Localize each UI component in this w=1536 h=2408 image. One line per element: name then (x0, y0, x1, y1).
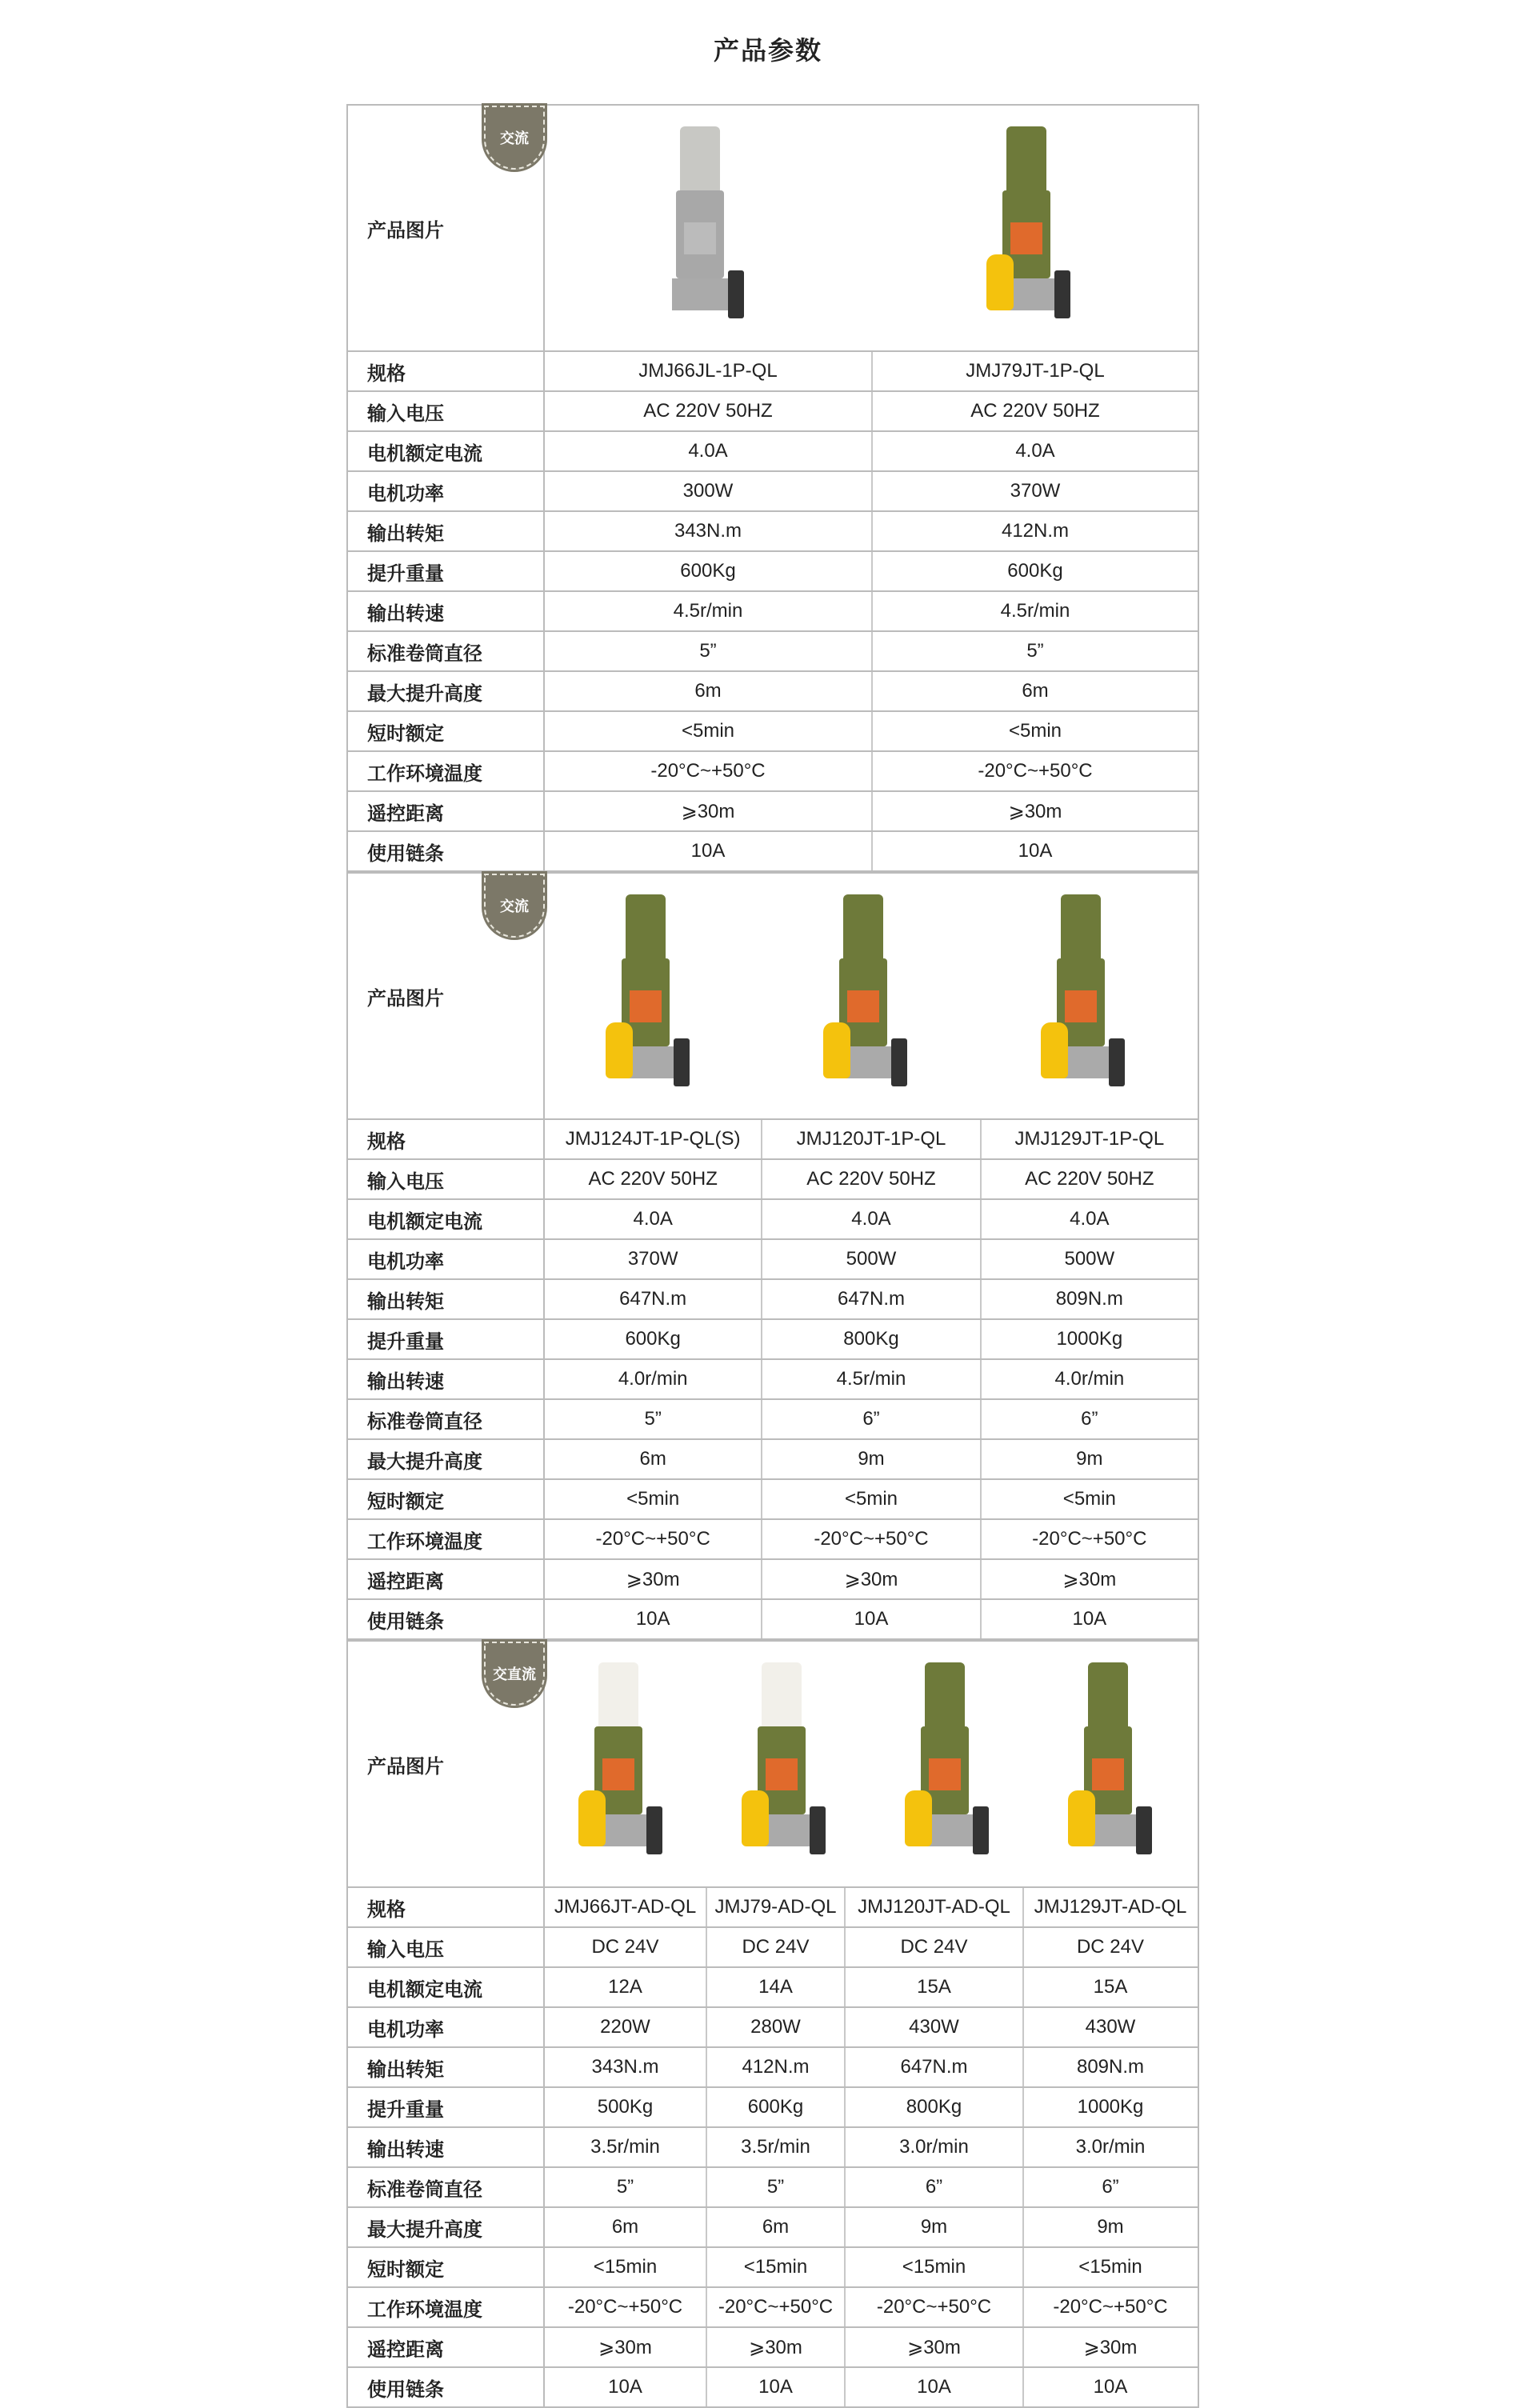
table-row (348, 2208, 1198, 2248)
product-image (660, 126, 756, 326)
table-cell: 430W (1085, 2016, 1136, 2038)
table-cell: <15min (1078, 2256, 1142, 2278)
table-row (348, 1160, 1198, 1200)
row-label: 短时额定 (348, 1480, 545, 1518)
product-image (578, 1662, 674, 1862)
row-label: 输入电压 (348, 1928, 545, 1966)
table-cell: 1000Kg (1056, 1328, 1123, 1350)
table-row (348, 1240, 1198, 1280)
table-cell: 6” (846, 2168, 1024, 2206)
table-cell: ⩾30m (1083, 2336, 1138, 2358)
table-row (348, 1400, 1198, 1440)
table-cell: JMJ79-AD-QL (707, 1888, 846, 1926)
table-cell: <15min (707, 2248, 846, 2286)
image-row (348, 1642, 1198, 1888)
table-row (348, 632, 1198, 672)
table-cell: 5” (545, 1400, 762, 1438)
table-cell: 647N.m (846, 2048, 1024, 2086)
table-cell: 5” (707, 2168, 846, 2206)
table-cell: 14A (707, 1968, 846, 2006)
table-row (348, 2128, 1198, 2168)
table-cell: JMJ129JT-AD-QL (1034, 1896, 1187, 1918)
row-label: 电机功率 (348, 1240, 545, 1278)
table-cell: 3.5r/min (545, 2128, 707, 2166)
table-cell: 343N.m (545, 2048, 707, 2086)
table-cell: JMJ120JT-1P-QL (762, 1120, 981, 1158)
table-cell: 5” (545, 632, 873, 670)
table-cell: 4.5r/min (762, 1360, 981, 1398)
table-row (348, 552, 1198, 592)
table-cell: 500W (1064, 1248, 1115, 1270)
table-cell: DC 24V (846, 1928, 1024, 1966)
row-label: 产品图片 (348, 1642, 545, 1886)
table-cell: -20°C~+50°C (978, 760, 1093, 782)
table-cell: -20°C~+50°C (545, 1520, 762, 1558)
table-cell: 4.0A (545, 432, 873, 470)
table-cell: ⩾30m (707, 2328, 846, 2366)
table-cell: 343N.m (545, 512, 873, 550)
table-cell: JMJ129JT-1P-QL (1014, 1128, 1165, 1150)
image-row (348, 106, 1198, 352)
table-cell: 6” (762, 1400, 981, 1438)
table-cell: 500Kg (545, 2088, 707, 2126)
table-row (348, 1600, 1198, 1640)
table-cell: 3.0r/min (1075, 2136, 1146, 2158)
table-cell: ⩾30m (1062, 1568, 1117, 1590)
table-row (348, 1968, 1198, 2008)
table-cell: 412N.m (1001, 520, 1070, 542)
table-cell: 600Kg (545, 1320, 762, 1358)
table-cell: AC 220V 50HZ (1025, 1168, 1154, 1190)
row-label: 工作环境温度 (348, 2288, 545, 2326)
table-cell: 430W (846, 2008, 1024, 2046)
table-cell: AC 220V 50HZ (762, 1160, 981, 1198)
table-cell: 10A (1018, 840, 1053, 862)
table-cell: 10A (846, 2368, 1024, 2406)
table-cell: -20°C~+50°C (846, 2288, 1024, 2326)
table-cell: 412N.m (707, 2048, 846, 2086)
row-label: 电机额定电流 (348, 1200, 545, 1238)
product-image (1041, 894, 1137, 1094)
row-label: 标准卷筒直径 (348, 2168, 545, 2206)
table-cell: DC 24V (1076, 1936, 1145, 1958)
table-cell: 10A (1072, 1608, 1107, 1630)
row-label: 规格 (348, 1888, 545, 1926)
table-row (348, 392, 1198, 432)
product-image (905, 1662, 1001, 1862)
table-cell: 10A (707, 2368, 846, 2406)
table-cell: 9m (1076, 1448, 1103, 1470)
table-cell: AC 220V 50HZ (545, 392, 873, 430)
row-label: 产品图片 (348, 106, 545, 350)
table-cell: 220W (545, 2008, 707, 2046)
table-cell: 600Kg (545, 552, 873, 590)
table-cell: 4.0r/min (545, 1360, 762, 1398)
table-row (348, 2088, 1198, 2128)
table-cell: 9m (762, 1440, 981, 1478)
spec-table (346, 1640, 1199, 2408)
table-cell: 4.0A (1015, 440, 1055, 462)
table-cell: JMJ66JL-1P-QL (545, 352, 873, 390)
table-cell: 280W (707, 2008, 846, 2046)
table-row (348, 672, 1198, 712)
row-label: 遥控距离 (348, 792, 545, 830)
row-label: 输出转速 (348, 592, 545, 630)
row-label: 产品图片 (348, 874, 545, 1118)
table-cell: 4.5r/min (1000, 600, 1070, 622)
row-label: 遥控距离 (348, 1560, 545, 1598)
table-cell: ⩾30m (545, 1560, 762, 1598)
table-row (348, 1280, 1198, 1320)
type-badge: 交流 (484, 106, 545, 170)
row-label: 输入电压 (348, 1160, 545, 1198)
table-cell: 6” (1081, 1408, 1098, 1430)
table-cell: DC 24V (545, 1928, 707, 1966)
table-row (348, 1928, 1198, 1968)
table-cell: <5min (1008, 720, 1062, 742)
row-label: 短时额定 (348, 2248, 545, 2286)
row-label: 输出转速 (348, 2128, 545, 2166)
table-row (348, 1120, 1198, 1160)
row-label: 电机功率 (348, 472, 545, 510)
table-cell: 809N.m (1055, 1288, 1123, 1310)
table-row (348, 352, 1198, 392)
table-cell: 370W (545, 1240, 762, 1278)
row-label: 电机额定电流 (348, 1968, 545, 2006)
table-cell: -20°C~+50°C (545, 2288, 707, 2326)
table-cell: JMJ124JT-1P-QL(S) (545, 1120, 762, 1158)
image-row (348, 874, 1198, 1120)
table-row (348, 2008, 1198, 2048)
row-label: 最大提升高度 (348, 1440, 545, 1478)
type-badge: 交流 (484, 874, 545, 938)
table-cell: 1000Kg (1077, 2096, 1144, 2118)
table-cell: 800Kg (846, 2088, 1024, 2126)
table-cell: ⩾30m (545, 2328, 707, 2366)
row-label: 使用链条 (348, 1600, 545, 1638)
row-label: 工作环境温度 (348, 752, 545, 790)
table-row (348, 1360, 1198, 1400)
row-label: 规格 (348, 1120, 545, 1158)
table-row (348, 2048, 1198, 2088)
row-label: 输出转速 (348, 1360, 545, 1398)
spec-table (346, 872, 1199, 1640)
table-cell: 370W (1010, 480, 1061, 502)
table-row (348, 1480, 1198, 1520)
table-cell: -20°C~+50°C (1032, 1528, 1147, 1550)
table-cell: 10A (545, 1600, 762, 1638)
table-cell: 12A (545, 1968, 707, 2006)
table-cell: 647N.m (762, 1280, 981, 1318)
table-cell: DC 24V (707, 1928, 846, 1966)
type-badge: 交直流 (484, 1642, 545, 1706)
product-image (742, 1662, 838, 1862)
table-cell: 800Kg (762, 1320, 981, 1358)
row-label: 使用链条 (348, 832, 545, 870)
table-cell: 3.5r/min (707, 2128, 846, 2166)
row-label: 输入电压 (348, 392, 545, 430)
table-cell: 6m (545, 672, 873, 710)
table-cell: 4.0A (545, 1200, 762, 1238)
table-cell: JMJ66JT-AD-QL (545, 1888, 707, 1926)
table-row (348, 712, 1198, 752)
table-cell: <5min (762, 1480, 981, 1518)
product-image (986, 126, 1082, 326)
table-row (348, 2248, 1198, 2288)
table-cell: <5min (1062, 1488, 1116, 1510)
table-cell: 6m (545, 1440, 762, 1478)
table-cell: ⩾30m (1008, 800, 1062, 822)
table-cell: 4.5r/min (545, 592, 873, 630)
row-label: 电机功率 (348, 2008, 545, 2046)
table-row (348, 432, 1198, 472)
row-label: 最大提升高度 (348, 672, 545, 710)
table-cell: 6m (707, 2208, 846, 2246)
table-cell: 600Kg (1007, 560, 1063, 582)
table-row (348, 752, 1198, 792)
row-label: 短时额定 (348, 712, 545, 750)
table-cell: AC 220V 50HZ (545, 1160, 762, 1198)
table-cell: 600Kg (707, 2088, 846, 2126)
product-image (1068, 1662, 1164, 1862)
table-row (348, 1520, 1198, 1560)
row-label: 最大提升高度 (348, 2208, 545, 2246)
table-cell: 6m (545, 2208, 707, 2246)
table-row (348, 1560, 1198, 1600)
table-cell: JMJ120JT-AD-QL (846, 1888, 1024, 1926)
row-label: 标准卷筒直径 (348, 1400, 545, 1438)
table-row (348, 792, 1198, 832)
row-label: 规格 (348, 352, 545, 390)
table-cell: <15min (846, 2248, 1024, 2286)
table-cell: 9m (1097, 2216, 1124, 2238)
table-row (348, 1888, 1198, 1928)
table-cell: 3.0r/min (846, 2128, 1024, 2166)
table-cell: ⩾30m (762, 1560, 981, 1598)
table-cell: 647N.m (545, 1280, 762, 1318)
row-label: 提升重量 (348, 2088, 545, 2126)
row-label: 输出转矩 (348, 2048, 545, 2086)
table-cell: 5” (1026, 640, 1044, 662)
table-cell: 300W (545, 472, 873, 510)
table-row (348, 2168, 1198, 2208)
table-cell: -20°C~+50°C (762, 1520, 981, 1558)
row-label: 输出转矩 (348, 1280, 545, 1318)
table-row (348, 512, 1198, 552)
table-row (348, 472, 1198, 512)
table-cell: ⩾30m (846, 2328, 1024, 2366)
row-label: 标准卷筒直径 (348, 632, 545, 670)
row-label: 电机额定电流 (348, 432, 545, 470)
table-cell: 9m (846, 2208, 1024, 2246)
spec-table (346, 104, 1199, 872)
table-cell: <5min (545, 712, 873, 750)
row-label: 使用链条 (348, 2368, 545, 2406)
table-cell: 4.0r/min (1054, 1368, 1125, 1390)
page-title: 产品参数 (713, 35, 822, 66)
table-cell: 6” (1102, 2176, 1119, 2198)
table-cell: JMJ79JT-1P-QL (966, 360, 1105, 382)
row-label: 提升重量 (348, 1320, 545, 1358)
table-cell: 809N.m (1076, 2056, 1145, 2078)
product-image (823, 894, 919, 1094)
table-cell: AC 220V 50HZ (970, 400, 1100, 422)
table-cell: <15min (545, 2248, 707, 2286)
table-cell: 500W (762, 1240, 981, 1278)
table-cell: <5min (545, 1480, 762, 1518)
table-row (348, 2368, 1198, 2408)
table-row (348, 832, 1198, 872)
table-cell: 5” (545, 2168, 707, 2206)
table-cell: 6m (1022, 680, 1049, 702)
table-cell: 4.0A (1070, 1208, 1110, 1230)
table-cell: -20°C~+50°C (545, 752, 873, 790)
table-cell: 15A (1093, 1976, 1128, 1998)
row-label: 输出转矩 (348, 512, 545, 550)
row-label: 遥控距离 (348, 2328, 545, 2366)
table-cell: -20°C~+50°C (707, 2288, 846, 2326)
table-cell: 10A (545, 2368, 707, 2406)
table-cell: 15A (846, 1968, 1024, 2006)
table-cell: 10A (1093, 2376, 1128, 2398)
row-label: 提升重量 (348, 552, 545, 590)
table-row (348, 2328, 1198, 2368)
table-cell: 10A (545, 832, 873, 870)
table-row (348, 2288, 1198, 2328)
table-cell: 4.0A (762, 1200, 981, 1238)
table-row (348, 1200, 1198, 1240)
table-row (348, 1320, 1198, 1360)
table-cell: ⩾30m (545, 792, 873, 830)
row-label: 工作环境温度 (348, 1520, 545, 1558)
table-row (348, 1440, 1198, 1480)
table-row (348, 592, 1198, 632)
table-cell: -20°C~+50°C (1053, 2296, 1168, 2318)
product-image (606, 894, 702, 1094)
table-cell: 10A (762, 1600, 981, 1638)
